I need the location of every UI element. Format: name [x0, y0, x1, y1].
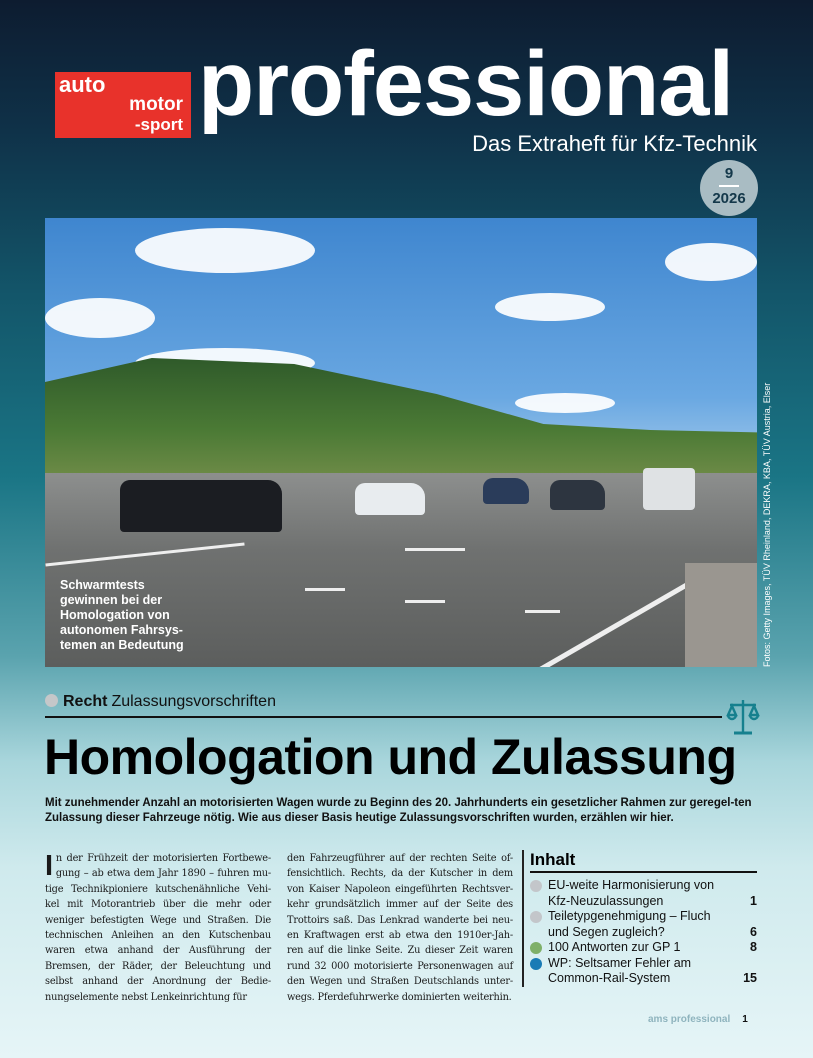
magazine-title: professional [198, 33, 734, 135]
section-kicker [45, 692, 276, 711]
headline: Homologation und Zulassung [44, 729, 737, 785]
lead-paragraph: Mit zunehmender Anzahl an motorisierten Wagen wurde zu Beginn des 20. Jahrhunderts ein gesetzlicher Rahmen zur geregel-ten Zulassung dieser Fahrzeuge nötig. Wie aus dieser Basis heutige Zulassungsvorschriften wurden, erzählen wir hier. [45, 797, 752, 824]
bullet-icon [530, 942, 542, 954]
category-dot-icon [45, 694, 58, 707]
toc-item-text: 100 Antworten zur GP 1 [548, 940, 681, 954]
issue-year: 2026 [712, 190, 746, 207]
auto-motor-sport-logo [55, 72, 191, 138]
toc-item-text: EU-weite Harmonisierung von Kfz-Neuzulassungen [548, 878, 715, 908]
photo-caption: Schwarmtests gewinnen bei der Homologation von autonomen Fahrsys-temen an Bedeutung [60, 578, 184, 652]
toc-title: Inhalt [530, 850, 757, 873]
page-number: 1 [742, 1014, 748, 1025]
toc-item[interactable] [530, 878, 757, 909]
topic-label: Zulassungsvorschriften [111, 693, 276, 710]
table-of-contents [522, 850, 757, 987]
body-column-1 [45, 851, 271, 1005]
toc-item-page: 15 [743, 971, 757, 985]
body-text: n der Frühzeit der motorisierten Fortbewe-gung – ab etwa dem Jahr 1890 – fuhren mu-tige Technikpioniere kutschenähnliche Vehi-kel mit Motorantrieb über die mehr oder weniger befestigten Wege und Straßen. Die technischen Anleihen an den Kutschenbau waren etwa anhand der Ausführung der Bremsen, der Räder, der Beleuchtung und selbst anhand der Anordnung der Bedie-nungselemente nebst Lenkeinrichtung für [45, 853, 271, 1003]
toc-item-page: 1 [750, 893, 757, 908]
bullet-icon [530, 911, 542, 923]
divider [45, 716, 722, 718]
logo-line: auto [59, 72, 106, 97]
logo-line: motor [129, 94, 183, 115]
bullet-icon [530, 958, 542, 970]
tagline: Das Extraheft für Kfz-Technik [472, 131, 757, 156]
footer-brand: ams professional [648, 1014, 731, 1025]
category-label: Recht [63, 693, 108, 710]
toc-item[interactable] [530, 909, 757, 940]
bullet-icon [530, 880, 542, 892]
toc-item-text: Teiletypgenehmigung – Fluch und Segen zugleich? [548, 909, 711, 939]
drop-cap: I [45, 850, 53, 882]
toc-item-page: 6 [750, 924, 757, 939]
issue-badge [700, 160, 758, 216]
toc-item-text: WP: Seltsamer Fehler am Common-Rail-System [548, 955, 692, 985]
issue-number: 9 [724, 165, 734, 182]
toc-item[interactable] [530, 940, 757, 956]
photo-credit: Fotos: Getty Images, TÜV Rheinland, DEKRA, KBA, TÜV Austria, Elser [762, 382, 772, 667]
toc-item[interactable] [530, 956, 757, 987]
body-column-2: den Fahrzeugführer auf der rechten Seite of-fensichtlich. Rechts, da der Kutscher in dem von Kaiser Napoleon eingeführten Rechtsver-kehr grundsätzlich immer auf der Seite des Trottoirs saß. Das Lenkrad wanderte bei neu-en Kraftwagen erst ab etwa den 1910er-Jah-ren auf die linke Seite. Zu dieser Zeit waren rund 32 000 motorisierte Personenwagen auf den Wegen und Straßen Deutschlands unter-wegs. Pferdefuhrwerke dominierten weiterhin. [287, 853, 513, 1003]
toc-item-page: 8 [750, 940, 757, 954]
logo-line: -sport [134, 115, 183, 134]
page-footer [648, 1014, 748, 1026]
